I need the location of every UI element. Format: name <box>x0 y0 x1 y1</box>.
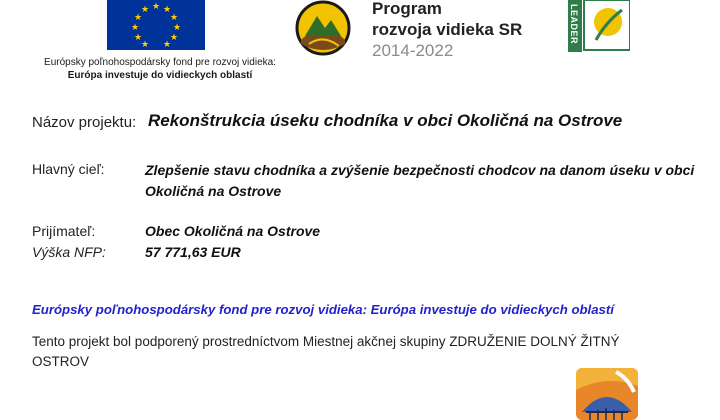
program-title-line1: Program <box>372 0 442 18</box>
eu-flag-logo <box>107 0 205 50</box>
program-title-line2: rozvoja vidieka SR <box>372 20 523 39</box>
eafrd-statement: Európsky poľnohospodársky fond pre rozvoj vidieka: Európa investuje do vidieckych oblastí <box>32 302 614 317</box>
recipient-value: Obec Okoličná na Ostrove <box>145 223 321 239</box>
svg-text:★: ★ <box>162 39 172 49</box>
eu-stars-icon <box>107 0 205 50</box>
svg-text:★: ★ <box>133 12 143 22</box>
project-name-label: Názov projektu: <box>32 114 137 131</box>
svg-text:★: ★ <box>130 22 140 32</box>
recipient-label: Prijímateľ: <box>32 223 96 239</box>
program-logo-text <box>372 0 522 61</box>
svg-text:★: ★ <box>169 12 179 22</box>
svg-text:★: ★ <box>140 4 150 14</box>
leader-logo-text: LEADER <box>569 4 579 45</box>
svg-text:★: ★ <box>162 4 172 14</box>
svg-text:★: ★ <box>169 32 179 42</box>
leader-logo <box>568 0 630 52</box>
nfp-amount-label: Výška NFP: <box>32 244 106 260</box>
svg-text:★: ★ <box>140 39 150 49</box>
main-goal-label: Hlavný cieľ: <box>32 161 105 177</box>
program-years: 2014-2022 <box>372 41 454 60</box>
program-logo-emblem <box>295 0 351 56</box>
nfp-amount-value: 57 771,63 EUR <box>145 244 241 260</box>
eu-caption-line1: Európsky poľnohospodársky fond pre rozvoj vidieka: <box>44 57 276 68</box>
svg-text:★: ★ <box>172 22 182 32</box>
svg-text:★: ★ <box>151 1 161 11</box>
project-name-value: Rekonštrukcia úseku chodníka v obci Okoličná na Ostrove <box>148 111 623 130</box>
mas-logo <box>576 368 638 420</box>
eu-caption-line2: Európa investuje do vidieckych oblastí <box>67 70 253 81</box>
svg-text:★: ★ <box>133 32 143 42</box>
main-goal-value: Zlepšenie stavu chodníka a zvýšenie bezpečnosti chodcov na danom úseku v obci Okoličná na Ostrove <box>145 162 695 199</box>
support-statement: Tento projekt bol podporený prostredníctvom Miestnej akčnej skupiny ZDRUŽENIE DOLNÝ ŽITNÝ OSTROV <box>32 334 620 369</box>
eu-caption <box>20 56 300 82</box>
